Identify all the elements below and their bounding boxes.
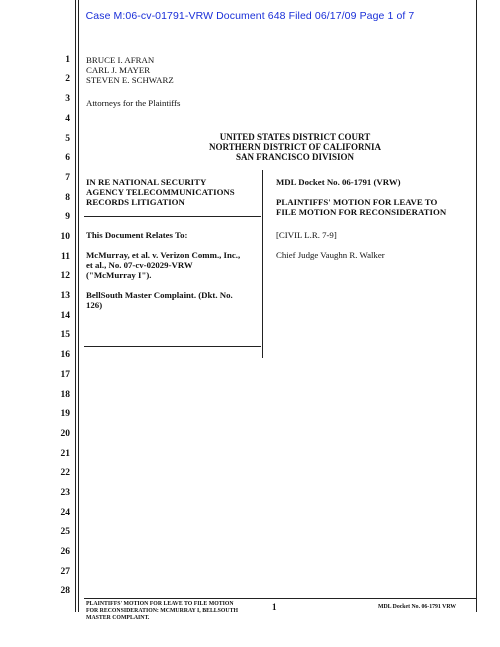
case-title-line: RECORDS LITIGATION [86,197,185,207]
line-number: 28 [60,586,70,596]
local-rule: [CIVIL L.R. 7-9] [276,230,337,240]
line-number: 7 [65,173,70,183]
left-margin-rule-inner [78,0,79,612]
complaint-line: 126) [86,300,103,310]
caption-divider [84,216,261,217]
line-number: 19 [60,409,70,419]
relates-to-label: This Document Relates To: [86,230,188,240]
right-margin-rule [476,0,477,612]
caption-vertical-divider [262,170,263,358]
motion-title-line: FILE MOTION FOR RECONSIDERATION [276,207,447,217]
line-number: 17 [60,370,70,380]
related-case-line: et al., No. 07-cv-02029-VRW [86,260,193,270]
related-case-line: ("McMurray I"). [86,270,152,280]
court-name: UNITED STATES DISTRICT COURT [219,132,371,142]
line-number: 20 [60,429,70,439]
motion-title-line: PLAINTIFFS' MOTION FOR LEAVE TO [276,197,438,207]
footer-rule [84,598,476,599]
case-title-line: IN RE NATIONAL SECURITY [86,177,207,187]
related-case-line: McMurray, et al. v. Verizon Comm., Inc., [86,250,241,260]
court-division: SAN FRANCISCO DIVISION [235,152,355,162]
judge-name: Chief Judge Vaughn R. Walker [276,250,385,260]
line-number: 16 [60,350,70,360]
line-number: 1 [65,55,70,65]
line-number: 26 [60,547,70,557]
line-number: 18 [60,390,70,400]
line-number: 25 [60,527,70,537]
line-number: 5 [65,134,70,144]
line-number: 11 [61,252,70,262]
line-number: 3 [65,94,70,104]
page-number: 1 [272,602,277,612]
line-number: 27 [60,567,70,577]
footer-caption-line: MASTER COMPLAINT. [86,615,150,621]
line-number: 2 [65,74,70,84]
line-number: 12 [60,271,70,281]
footer-docket: MDL Docket No. 06-1791 VRW [378,604,457,610]
attorney-name: CARL J. MAYER [86,65,151,75]
complaint-line: BellSouth Master Complaint. (Dkt. No. [86,290,233,300]
footer-caption-line: FOR RECONSIDERATION: MCMURRAY I, BELLSOUTH [86,608,238,614]
docket-number: MDL Docket No. 06-1791 (VRW) [276,177,401,187]
line-number: 22 [60,468,70,478]
line-number: 6 [65,153,70,163]
line-number: 15 [60,330,70,340]
line-number: 24 [60,508,70,518]
line-number: 21 [60,449,70,459]
footer-caption-line: PLAINTIFFS' MOTION FOR LEAVE TO FILE MOTION [86,601,234,607]
line-number: 14 [60,311,70,321]
line-number: 9 [65,212,70,222]
attorney-role: Attorneys for the Plaintiffs [86,98,181,108]
line-number: 10 [60,232,70,242]
attorney-name: STEVEN E. SCHWARZ [86,75,174,85]
line-number: 8 [65,193,70,203]
caption-bottom-rule [84,346,261,347]
court-district: NORTHERN DISTRICT OF CALIFORNIA [209,142,381,152]
left-margin-rule [75,0,76,612]
filing-stamp-header: Case M:06-cv-01791-VRW Document 648 Filed 06/17/09 Page 1 of 7 [85,10,415,22]
line-number: 13 [60,291,70,301]
line-number: 4 [65,114,70,124]
line-number: 23 [60,488,70,498]
case-title-line: AGENCY TELECOMMUNICATIONS [86,187,235,197]
attorney-name: BRUCE I. AFRAN [86,55,155,65]
